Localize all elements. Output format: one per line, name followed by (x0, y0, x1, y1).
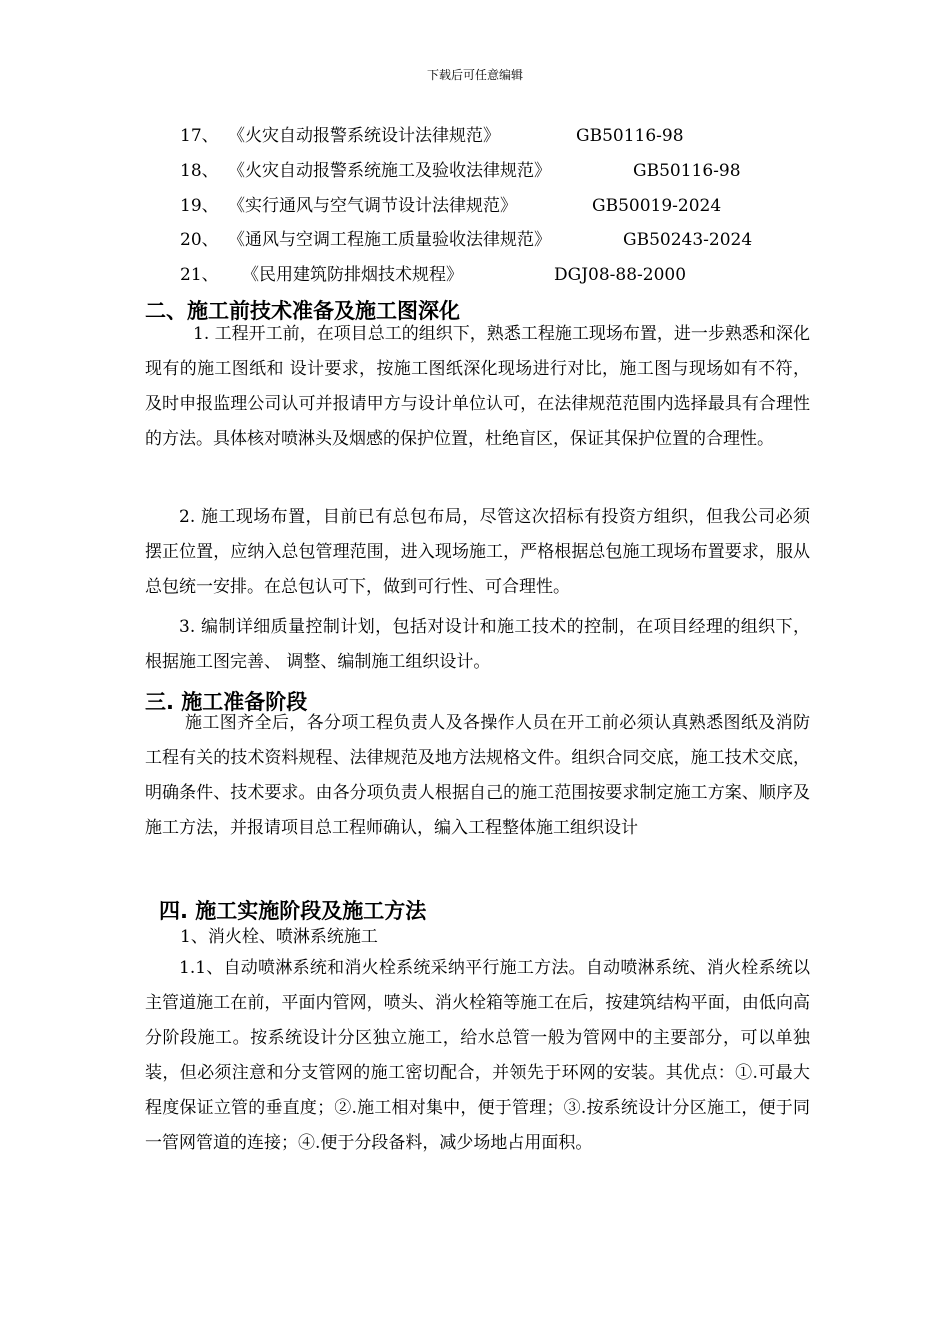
reference-title: 《实行通风与空气调节设计法律规范》 (228, 196, 517, 216)
reference-number: 21、 (180, 265, 219, 285)
reference-item (180, 193, 780, 219)
reference-item (180, 227, 780, 253)
section-heading: 三. 施工准备阶段 (145, 690, 308, 714)
paragraph: 3. 编制详细质量控制计划，包括对设计和施工技术的控制，在项目经理的组织下，根据施工图完善、 调整、编制施工组织设计。 (145, 617, 810, 672)
reference-code: GB50019-2024 (592, 196, 722, 216)
reference-title: 《火灾自动报警系统设计法律规范》 (228, 126, 500, 146)
reference-title: 《火灾自动报警系统施工及验收法律规范》 (228, 161, 551, 181)
reference-item (180, 123, 780, 149)
reference-item (180, 262, 780, 288)
reference-code: GB50116-98 (633, 161, 741, 181)
reference-title: 《民用建筑防排烟技术规程》 (242, 265, 463, 285)
paragraph: 2. 施工现场布置，目前已有总包布局，尽管这次招标有投资方组织，但我公司必须摆正位置，应纳入总包管理范围，进入现场施工，严格根据总包施工现场布置要求，服从总包统一安排。在总包认可下，做到可行性、可合理性。 (145, 507, 810, 597)
reference-title: 《通风与空调工程施工质量验收法律规范》 (228, 230, 551, 250)
page-header: 下载后可任意编辑 (426, 68, 523, 82)
reference-number: 20、 (180, 230, 219, 250)
paragraph: 施工图齐全后，各分项工程负责人及各操作人员在开工前必须认真熟悉图纸及消防工程有关的技术资料规程、法律规范及地方法规格文件。组织合同交底，施工技术交底，明确条件、技术要求。由各分项负责人根据自己的施工范围按要求制定施工方案、顺序及施工方法，并报请项目总工程师确认，编入工程整体施工组织设计 (145, 713, 810, 838)
section-heading: 二、施工前技术准备及施工图深化 (145, 299, 460, 323)
section-heading: 四. 施工实施阶段及施工方法 (159, 899, 427, 923)
reference-code: GB50116-98 (576, 126, 684, 146)
reference-item (180, 158, 780, 184)
subsection-heading: 1、消火栓、喷淋系统施工 (180, 927, 378, 947)
paragraph: 1.1、自动喷淋系统和消火栓系统采纳平行施工方法。自动喷淋系统、消火栓系统以主管道施工在前，平面内管网，喷头、消火栓箱等施工在后，按建筑结构平面，由低向高分阶段施工。按系统设计分区独立施工，给水总管一般为管网中的主要部分，可以单独装，但必须注意和分支管网的施工密切配合，并领先于环网的安装。其优点：①.可最大程度保证立管的垂直度；②.施工相对集中，便于管理；③.按系统设计分区施工，便于同一管网管道的连接；④.便于分段备料，减少场地占用面积。 (145, 958, 810, 1153)
reference-code: GB50243-2024 (623, 230, 753, 250)
reference-code: DGJ08-88-2000 (554, 265, 687, 285)
paragraph: 1. 工程开工前，在项目总工的组织下，熟悉工程施工现场布置，进一步熟悉和深化现有的施工图纸和 设计要求，按施工图纸深化现场进行对比，施工图与现场如有不符，及时申报监理公司认可并报请甲方与设计单位认可，在法律规范范围内选择最具有合理性的方法。具体核对喷淋头及烟感的保护位置，杜绝盲区，保证其保护位置的合理性。 (145, 324, 810, 449)
reference-number: 17、 (180, 126, 219, 146)
reference-number: 18、 (180, 161, 219, 181)
reference-number: 19、 (180, 196, 219, 216)
